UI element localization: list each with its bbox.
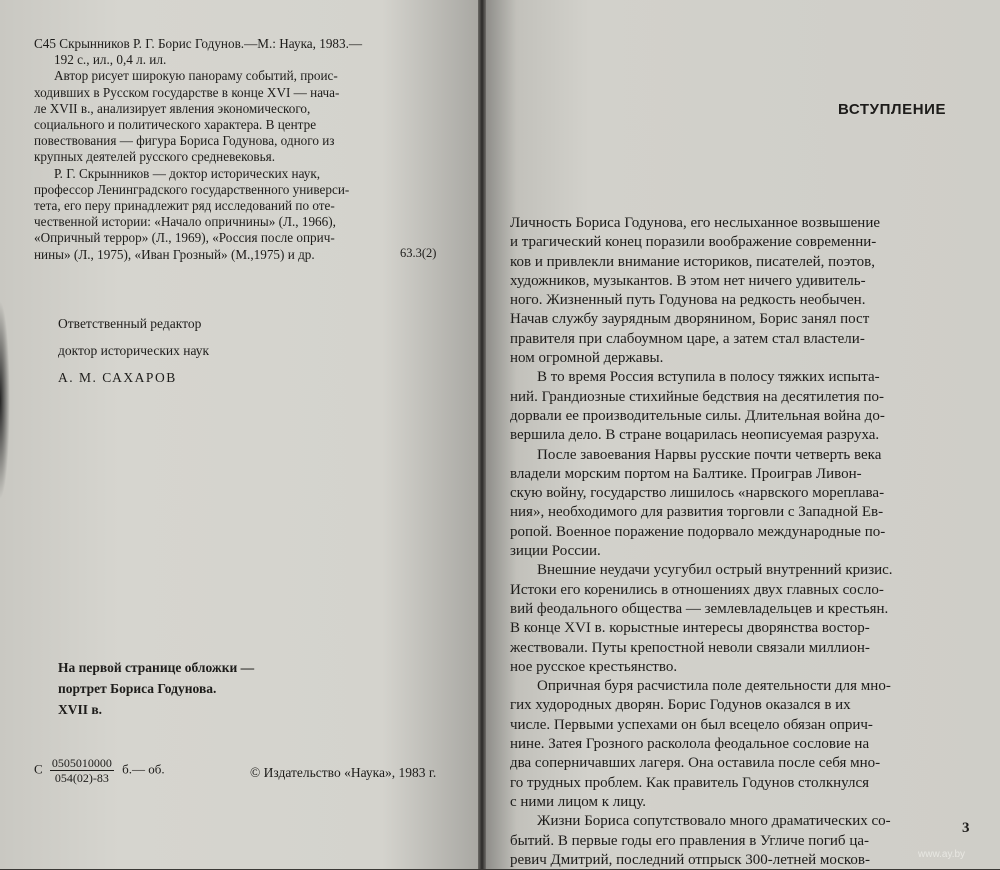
price-code	[34, 756, 165, 785]
body-line: зиции России.	[510, 543, 601, 560]
body-line: ков и привлекли внимание историков, писателей, поэтов,	[510, 253, 875, 270]
cover-note-line: портрет Бориса Годунова.	[58, 681, 217, 696]
price-fraction	[50, 756, 114, 785]
biblio-line: Р. Г. Скрынников — доктор исторических наук,	[54, 165, 321, 181]
editor-block	[58, 316, 358, 398]
body-line: Начав службу заурядным дворянином, Борис занял пост	[510, 311, 870, 328]
body-line: Опричная буря расчистила поле деятельности для мно-	[537, 678, 891, 695]
editor-name: А. М. САХАРОВ	[58, 370, 177, 386]
body-line: и трагический конец поразили воображение современни-	[510, 234, 877, 251]
biblio-line: ле XVII в., анализирует явления экономического,	[34, 100, 311, 116]
price-suffix: б.— об.	[122, 761, 165, 777]
body-line: го трудных проблем. Как правитель Годунов столкнулся	[510, 774, 870, 791]
page-number: 3	[962, 820, 970, 836]
body-text	[510, 214, 970, 870]
biblio-line: крупных деятелей русского средневековья.	[34, 149, 276, 165]
cover-note-line: На первой странице обложки —	[58, 660, 255, 675]
body-line: Внешние неудачи усугубил острый внутренний кризис.	[537, 562, 893, 579]
price-denominator: 054(02)-83	[54, 771, 109, 785]
body-line: вершила дело. В стране воцарилась неописуемая разруха.	[510, 427, 880, 444]
body-line: В то время Россия вступила в полосу тяжких испыта-	[537, 369, 880, 386]
body-line: нине. Затея Грозного расколола феодальное сословие на	[510, 736, 870, 753]
body-line: бытий. В первые годы его правления в Угличе погиб ца-	[510, 832, 869, 849]
body-line: В конце XVI в. корыстные интересы дворянства востор-	[510, 620, 870, 637]
body-line: Жизни Бориса сопутствовало много драматических со-	[537, 813, 891, 830]
page-edge-shadow	[0, 300, 10, 500]
body-line: ном огромной державы.	[510, 350, 664, 367]
biblio-line: тета, его перу принадлежит ряд исследований по оте-	[34, 198, 335, 214]
body-line: После завоевания Нарвы русские почти четверть века	[537, 446, 882, 463]
body-line: вий феодального общества — землевладельцев и крестьян.	[510, 600, 889, 617]
biblio-line: нины» (Л., 1975), «Иван Грозный» (М.,1975) и др.	[34, 246, 315, 262]
biblio-line: С45 Скрынников Р. Г. Борис Годунов.—М.: Наука, 1983.—	[34, 36, 363, 51]
publisher-copyright: © Издательство «Наука», 1983 г.	[250, 765, 437, 780]
biblio-line: Автор рисует широкую панораму событий, проис-	[54, 68, 338, 84]
classification-code: 63.3(2)	[400, 246, 437, 260]
body-line: правителя при слабоумном царе, а затем стал властели-	[510, 330, 865, 347]
body-line: числе. Первыми успехами он был всецело обязан оприч-	[510, 716, 873, 733]
body-line: ропой. Военное поражение подорвало международные по-	[510, 523, 886, 540]
section-title: ВСТУПЛЕНИЕ	[838, 101, 947, 118]
body-line: ний. Грандиозные стихийные бедствия на десятилетия по-	[510, 388, 885, 405]
body-line: ревич Дмитрий, последний отпрыск 300-летней москов-	[510, 851, 871, 868]
biblio-line: «Опричный террор» (Л., 1969), «Россия после оприч-	[34, 230, 335, 246]
body-line: владели морским портом на Балтике. Проиграв Ливон-	[510, 465, 862, 482]
body-line: скую войну, государство лишилось «нарвского мореплава-	[510, 485, 885, 502]
body-line: с ними лицом к лицу.	[510, 793, 647, 810]
cover-note	[58, 657, 378, 720]
bibliographic-annotation	[34, 36, 440, 263]
biblio-line: 192 с., ил., 0,4 л. ил.	[54, 52, 167, 68]
body-line: ного. Жизненный путь Годунова на редкость необычен.	[510, 292, 866, 309]
book-gutter	[478, 0, 486, 869]
editor-degree: доктор исторических наук	[58, 343, 210, 359]
left-page	[0, 0, 478, 869]
body-line: дорвали ее производительные силы. Длительная война до-	[510, 407, 885, 424]
price-prefix: С	[34, 761, 43, 777]
biblio-line: чественной истории: «Начало опричнины» (Л., 1966),	[34, 214, 336, 230]
biblio-line: ходивших в Русском государстве в конце XVI — нача-	[34, 84, 340, 100]
body-line: Истоки его коренились в отношениях двух главных сосло-	[510, 581, 884, 598]
editor-role: Ответственный редактор	[58, 316, 202, 331]
body-line: гих худородных дворян. Борис Годунов оказался в их	[510, 697, 851, 714]
body-line: жествовали. Путы крепостной неволи связали миллион-	[510, 639, 870, 656]
body-line: художников, музыкантов. В этом нет ничего удивитель-	[510, 272, 866, 289]
biblio-line: профессор Ленинградского государственного универси-	[34, 181, 350, 197]
biblio-line: повествования — фигура Бориса Годунова, одного из	[34, 133, 335, 149]
cover-note-line: XVII в.	[58, 702, 103, 717]
body-line: два соперничавших лагеря. Она оставила после себя мно-	[510, 755, 881, 772]
body-line: ное русское крестьянство.	[510, 658, 678, 675]
biblio-line: социального и политического характера. В центре	[34, 117, 317, 133]
watermark: www.ay.by	[918, 849, 966, 860]
body-line: ния», необходимого для развития торговли с Западной Ев-	[510, 504, 884, 521]
body-line: Личность Бориса Годунова, его неслыханное возвышение	[510, 215, 881, 231]
price-numerator: 0505010000	[51, 756, 112, 770]
